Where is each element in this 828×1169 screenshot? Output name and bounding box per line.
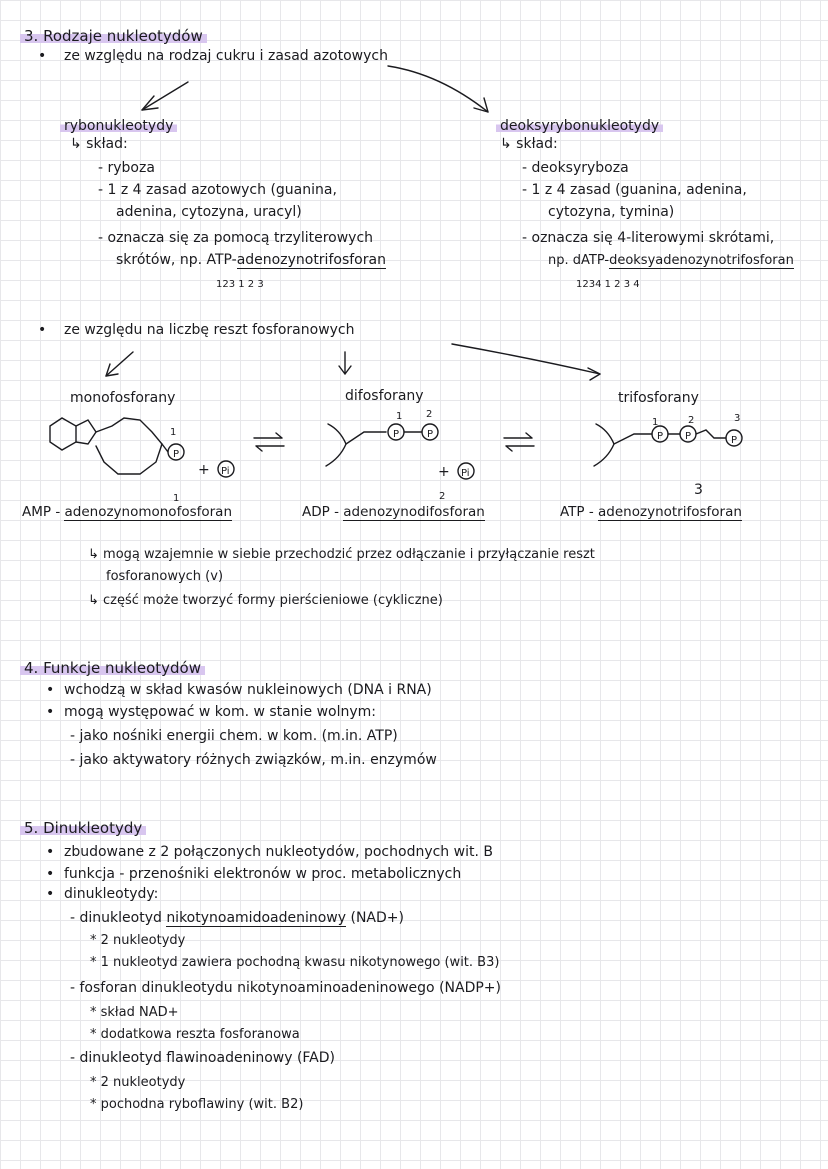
arrow-mono-icon — [106, 352, 133, 376]
pi-label: Pi — [461, 468, 470, 479]
bullet: • — [46, 704, 55, 720]
bullet: • — [46, 682, 55, 698]
phosphate-label: P — [731, 435, 738, 446]
fad-sub: * 2 nukleotydy — [90, 1075, 186, 1090]
phosphate-number: 2 — [426, 409, 433, 420]
sub-item: - jako nośniki energii chem. w kom. (m.in. ATP) — [70, 728, 398, 744]
nadp-sub: * skład NAD+ — [90, 1005, 179, 1020]
nad-sub: * 2 nukleotydy — [90, 933, 186, 948]
deoxy-datp-line: np. dATP-deoksyadenozynotrifosforan — [548, 253, 794, 268]
bullet: • — [38, 48, 47, 64]
ribo-sklad: ↳ skład: — [70, 136, 128, 152]
plus-sign: + — [198, 462, 210, 478]
amp-name: AMP - adenozynomonofosforan — [22, 504, 233, 520]
note: ↳ część może tworzyć formy pierścieniowe (cykliczne) — [88, 593, 443, 608]
nadp-line: - fosforan dinukleotydu nikotynoaminoadeninowego (NADP+) — [70, 980, 501, 996]
ribo-line: - oznacza się za pomocą trzyliterowych — [98, 230, 374, 246]
amp-molecule-icon — [50, 418, 184, 474]
note: fosforanowych (v) — [106, 569, 224, 584]
nad-line: - dinukleotyd nikotynoamidoadeninowy (NAD+) — [70, 910, 404, 926]
nadp-sub: * dodatkowa reszta fosforanowa — [90, 1027, 300, 1042]
deoxy-title: deoksyrybonukleotydy — [496, 118, 663, 135]
fad-line: - dinukleotyd flawinoadeninowy (FAD) — [70, 1050, 336, 1066]
ribo-line: - 1 z 4 zasad azotowych (guanina, — [98, 182, 337, 198]
adp-name: ADP - adenozynodifosforan — [302, 504, 485, 520]
bullet: • — [46, 866, 55, 882]
atp-name: ATP - adenozynotrifosforan — [560, 504, 742, 520]
deoxy-line: - deoksyryboza — [522, 160, 629, 176]
section-3-title: 3. Rodzaje nukleotydów — [20, 28, 207, 45]
tri-label: trifosforany — [618, 390, 699, 406]
arrow-di-icon — [339, 352, 351, 374]
bullet-text: funkcja - przenośniki elektronów w proc. metabolicznych — [64, 866, 462, 882]
arrow-left-icon — [142, 82, 188, 110]
sub-item: - jako aktywatory różnych związków, m.in. enzymów — [70, 752, 437, 768]
section-4-title: 4. Funkcje nukleotydów — [20, 660, 205, 677]
mono-number: 1 — [173, 493, 180, 504]
ribo-line: adenina, cytozyna, uracyl) — [116, 204, 302, 220]
ribo-atp-line: skrótów, np. ATP-adenozynotrifosforan — [116, 252, 386, 268]
bullet-text: wchodzą w skład kwasów nukleinowych (DNA i RNA) — [64, 682, 432, 698]
deoxy-numbers: 1234 1 2 3 4 — [576, 279, 640, 290]
nad-sub: * 1 nukleotyd zawiera pochodną kwasu nikotynowego (wit. B3) — [90, 955, 500, 970]
bullet-text: mogą występować w kom. w stanie wolnym: — [64, 704, 376, 720]
equilibrium-icon-2 — [504, 433, 534, 451]
arrow-tri-icon — [452, 344, 600, 380]
fad-sub: * pochodna ryboflawiny (wit. B2) — [90, 1097, 304, 1112]
equilibrium-icon — [254, 433, 284, 451]
phosphate-label: P — [173, 449, 180, 460]
phosphate-number: 1 — [396, 411, 403, 422]
deoxy-line: - 1 z 4 zasad (guanina, adenina, — [522, 182, 747, 198]
adp-molecule-icon — [326, 424, 438, 466]
phosphate-number: 3 — [734, 413, 741, 424]
bullet-text: zbudowane z 2 połączonych nukleotydów, pochodnych wit. B — [64, 844, 493, 860]
section-5-title: 5. Dinukleotydy — [20, 820, 146, 837]
bullet: • — [46, 886, 55, 902]
ribo-numbers: 123 1 2 3 — [216, 279, 264, 290]
bullet: • — [38, 322, 47, 338]
phosphate-label: P — [393, 429, 400, 440]
phosphate-label: P — [427, 429, 434, 440]
mono-label: monofosforany — [70, 390, 176, 406]
bullet-text: ze względu na rodzaj cukru i zasad azotowych — [64, 48, 388, 64]
bullet-text: ze względu na liczbę reszt fosforanowych — [64, 322, 355, 338]
phosphate-label: P — [685, 431, 692, 442]
phosphate-number: 1 — [170, 427, 177, 438]
ribo-line: - ryboza — [98, 160, 155, 176]
deoxy-sklad: ↳ skład: — [500, 136, 558, 152]
di-number: 2 — [439, 491, 446, 502]
note: ↳ mogą wzajemnie w siebie przechodzić przez odłączanie i przyłączanie reszt — [88, 547, 595, 562]
di-label: difosforany — [345, 388, 424, 404]
deoxy-line: - oznacza się 4-literowymi skrótami, — [522, 230, 775, 246]
tri-number: 3 — [694, 482, 703, 498]
ribo-title: rybonukleotydy — [60, 118, 177, 135]
plus-sign: + — [438, 464, 450, 480]
phosphate-number: 2 — [688, 415, 695, 426]
bullet: • — [46, 844, 55, 860]
atp-molecule-icon — [594, 424, 742, 466]
arrow-right-icon — [388, 66, 488, 112]
deoxy-line: cytozyna, tymina) — [548, 204, 675, 220]
phosphate-label: P — [657, 431, 664, 442]
bullet-text: dinukleotydy: — [64, 886, 159, 902]
pi-label: Pi — [221, 466, 230, 477]
phosphate-number: 1 — [652, 417, 659, 428]
